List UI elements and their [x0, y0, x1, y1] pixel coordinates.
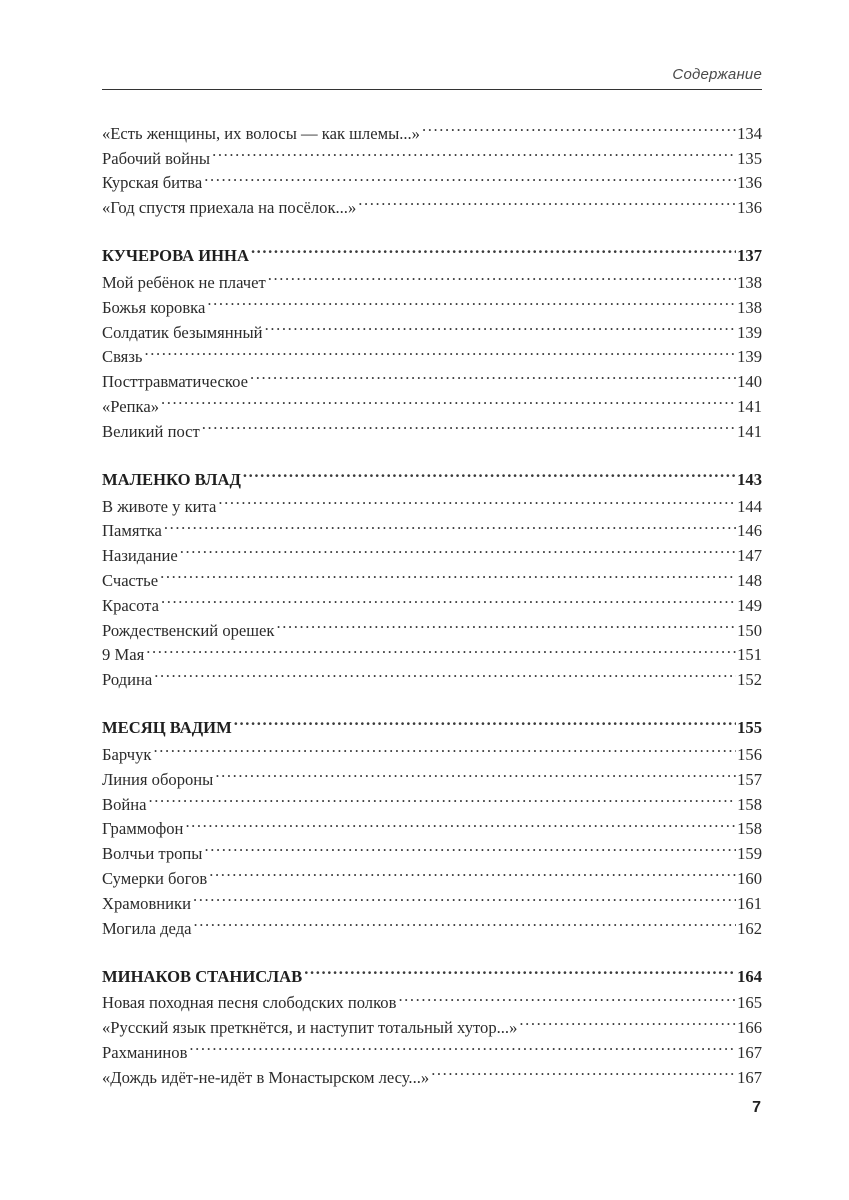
entry-title: Связь — [102, 347, 143, 367]
author-name: КУЧЕРОВА ИННА — [102, 246, 249, 266]
dot-leader — [234, 706, 736, 733]
running-head: Содержание — [672, 66, 762, 83]
entry-title: Граммофон — [102, 819, 184, 839]
entry-page-number: 156 — [737, 744, 762, 764]
entry-title: «Дождь идёт-не-идёт в Монастырском лесу...» — [102, 1067, 430, 1087]
entry-title: Назидание — [102, 546, 178, 566]
entry-title: Курская битва — [102, 173, 203, 193]
entry-title: Могила деда — [102, 918, 192, 938]
entry-page-number: 167 — [737, 1042, 762, 1062]
entry-title: Мой ребёнок не плачет — [102, 272, 266, 292]
entry-title: Новая походная песня слободских полков — [102, 993, 397, 1013]
entry-title: Счастье — [102, 570, 159, 590]
dot-leader — [202, 412, 736, 437]
entry-title: Рахманинов — [102, 1042, 188, 1062]
entry-page-number: 158 — [737, 794, 762, 814]
author-name: МАЛЕНКО ВЛАД — [102, 469, 241, 489]
entry-page-number: 160 — [737, 868, 762, 888]
entry-page-number: 151 — [737, 645, 762, 665]
entry-page-number: 162 — [737, 918, 762, 938]
toc-entry[interactable] — [102, 536, 762, 566]
dot-leader — [215, 760, 736, 785]
entry-page-number: 148 — [737, 570, 762, 590]
dot-leader — [185, 810, 736, 835]
dot-leader — [160, 561, 736, 586]
entry-page-number: 166 — [737, 1018, 762, 1038]
toc-entry[interactable] — [102, 834, 762, 864]
entry-title: Солдатик безымянный — [102, 322, 263, 342]
dot-leader — [180, 536, 736, 561]
entry-page-number: 150 — [737, 620, 762, 640]
toc-entry[interactable] — [102, 412, 762, 441]
entry-page-number: 147 — [737, 546, 762, 566]
dot-leader — [431, 1058, 736, 1083]
dot-leader — [358, 188, 736, 213]
entry-page-number: 149 — [737, 595, 762, 615]
dot-leader — [154, 660, 736, 685]
dot-leader — [161, 387, 736, 412]
entry-page-number: 159 — [737, 844, 762, 864]
entry-page-number: 134 — [737, 123, 762, 143]
toc-section — [102, 955, 762, 1087]
entry-page-number: 143 — [737, 469, 762, 489]
dot-leader — [276, 611, 736, 636]
entry-page-number: 152 — [737, 670, 762, 690]
entry-page-number: 158 — [737, 819, 762, 839]
dot-leader — [304, 955, 736, 982]
dot-leader — [207, 288, 736, 313]
table-of-contents — [102, 114, 762, 1087]
dot-leader — [212, 139, 736, 164]
dot-leader — [144, 338, 736, 363]
entry-title: Красота — [102, 595, 159, 615]
dot-leader — [161, 586, 736, 611]
toc-entry[interactable] — [102, 1033, 762, 1062]
entry-title: Посттравматическое — [102, 372, 249, 392]
dot-leader — [146, 636, 736, 661]
toc-section — [102, 234, 762, 441]
toc-entry[interactable] — [102, 660, 762, 690]
entry-page-number: 138 — [737, 297, 762, 317]
toc-entry[interactable] — [102, 611, 762, 640]
toc-entry[interactable] — [102, 760, 762, 789]
toc-entry[interactable] — [102, 909, 762, 938]
entry-page-number: 139 — [737, 322, 762, 342]
dot-leader — [218, 487, 736, 512]
dot-leader — [209, 859, 736, 884]
entry-page-number: 140 — [737, 372, 762, 392]
entry-page-number: 137 — [737, 246, 762, 266]
toc-author-heading[interactable] — [102, 234, 762, 266]
entry-page-number: 167 — [737, 1067, 762, 1087]
toc-entry[interactable] — [102, 114, 762, 143]
author-name: МЕСЯЦ ВАДИМ — [102, 718, 232, 738]
dot-leader — [189, 1033, 736, 1058]
entry-page-number: 164 — [737, 966, 762, 986]
toc-entry[interactable] — [102, 561, 762, 590]
entry-title: 9 Мая — [102, 645, 145, 665]
entry-title: Великий пост — [102, 421, 200, 441]
dot-leader — [149, 785, 737, 810]
entry-title: Барчук — [102, 744, 152, 764]
entry-title: Родина — [102, 670, 153, 690]
entry-title: Божья коровка — [102, 297, 206, 317]
entry-page-number: 139 — [737, 347, 762, 367]
entry-page-number: 155 — [737, 718, 762, 738]
toc-entry[interactable] — [102, 338, 762, 367]
entry-page-number: 136 — [737, 198, 762, 218]
entry-page-number: 161 — [737, 893, 762, 913]
toc-entry[interactable] — [102, 884, 762, 913]
dot-leader — [268, 263, 736, 288]
dot-leader — [243, 458, 736, 485]
entry-title: «Репка» — [102, 396, 160, 416]
entry-title: «Русский язык преткнётся, и наступит тотальный хутор...» — [102, 1018, 518, 1038]
entry-title: «Год спустя приехала на посёлок...» — [102, 198, 357, 218]
toc-entry[interactable] — [102, 512, 762, 541]
dot-leader — [251, 234, 736, 261]
entry-title: Линия обороны — [102, 769, 214, 789]
author-name: МИНАКОВ СТАНИСЛАВ — [102, 966, 303, 986]
dot-leader — [153, 735, 736, 760]
toc-entry[interactable] — [102, 387, 762, 416]
entry-title: Сумерки богов — [102, 868, 208, 888]
dot-leader — [250, 362, 736, 387]
toc-entry[interactable] — [102, 1058, 762, 1087]
entry-title: «Есть женщины, их волосы — как шлемы...» — [102, 123, 420, 143]
toc-section — [102, 458, 762, 690]
toc-entry[interactable] — [102, 636, 762, 665]
toc-entry[interactable] — [102, 362, 762, 392]
toc-sections — [102, 234, 762, 1087]
entry-title: Рабочий войны — [102, 148, 211, 168]
dot-leader — [265, 313, 737, 338]
entry-title: Война — [102, 794, 147, 814]
entry-page-number: 157 — [737, 769, 762, 789]
toc-author-heading[interactable] — [102, 458, 762, 489]
dot-leader — [398, 984, 736, 1009]
entry-page-number: 144 — [737, 496, 762, 516]
entry-page-number: 165 — [737, 993, 762, 1013]
entry-title: Рождественский орешек — [102, 620, 275, 640]
page-number: 7 — [752, 1099, 761, 1116]
header-rule — [102, 89, 762, 90]
entry-title: В животе у кита — [102, 496, 217, 516]
entry-title: Памятка — [102, 521, 162, 541]
dot-leader — [164, 512, 736, 537]
entry-page-number: 138 — [737, 272, 762, 292]
dot-leader — [422, 114, 736, 139]
entry-title: Храмовники — [102, 893, 191, 913]
dot-leader — [194, 909, 737, 934]
dot-leader — [204, 834, 736, 859]
toc-entry[interactable] — [102, 810, 762, 839]
dot-leader — [193, 884, 736, 909]
entry-page-number: 141 — [737, 396, 762, 416]
entry-page-number: 136 — [737, 173, 762, 193]
entry-page-number: 141 — [737, 421, 762, 441]
toc-entry[interactable] — [102, 735, 762, 764]
dot-leader — [204, 164, 736, 189]
entry-page-number: 135 — [737, 148, 762, 168]
toc-author-heading[interactable] — [102, 706, 762, 738]
toc-author-heading[interactable] — [102, 955, 762, 986]
entry-page-number: 146 — [737, 521, 762, 541]
toc-entry[interactable] — [102, 785, 762, 814]
toc-entry[interactable] — [102, 586, 762, 615]
toc-section — [102, 706, 762, 938]
entry-title: Волчьи тропы — [102, 844, 203, 864]
toc-section-continued — [102, 114, 762, 218]
dot-leader — [519, 1008, 736, 1033]
